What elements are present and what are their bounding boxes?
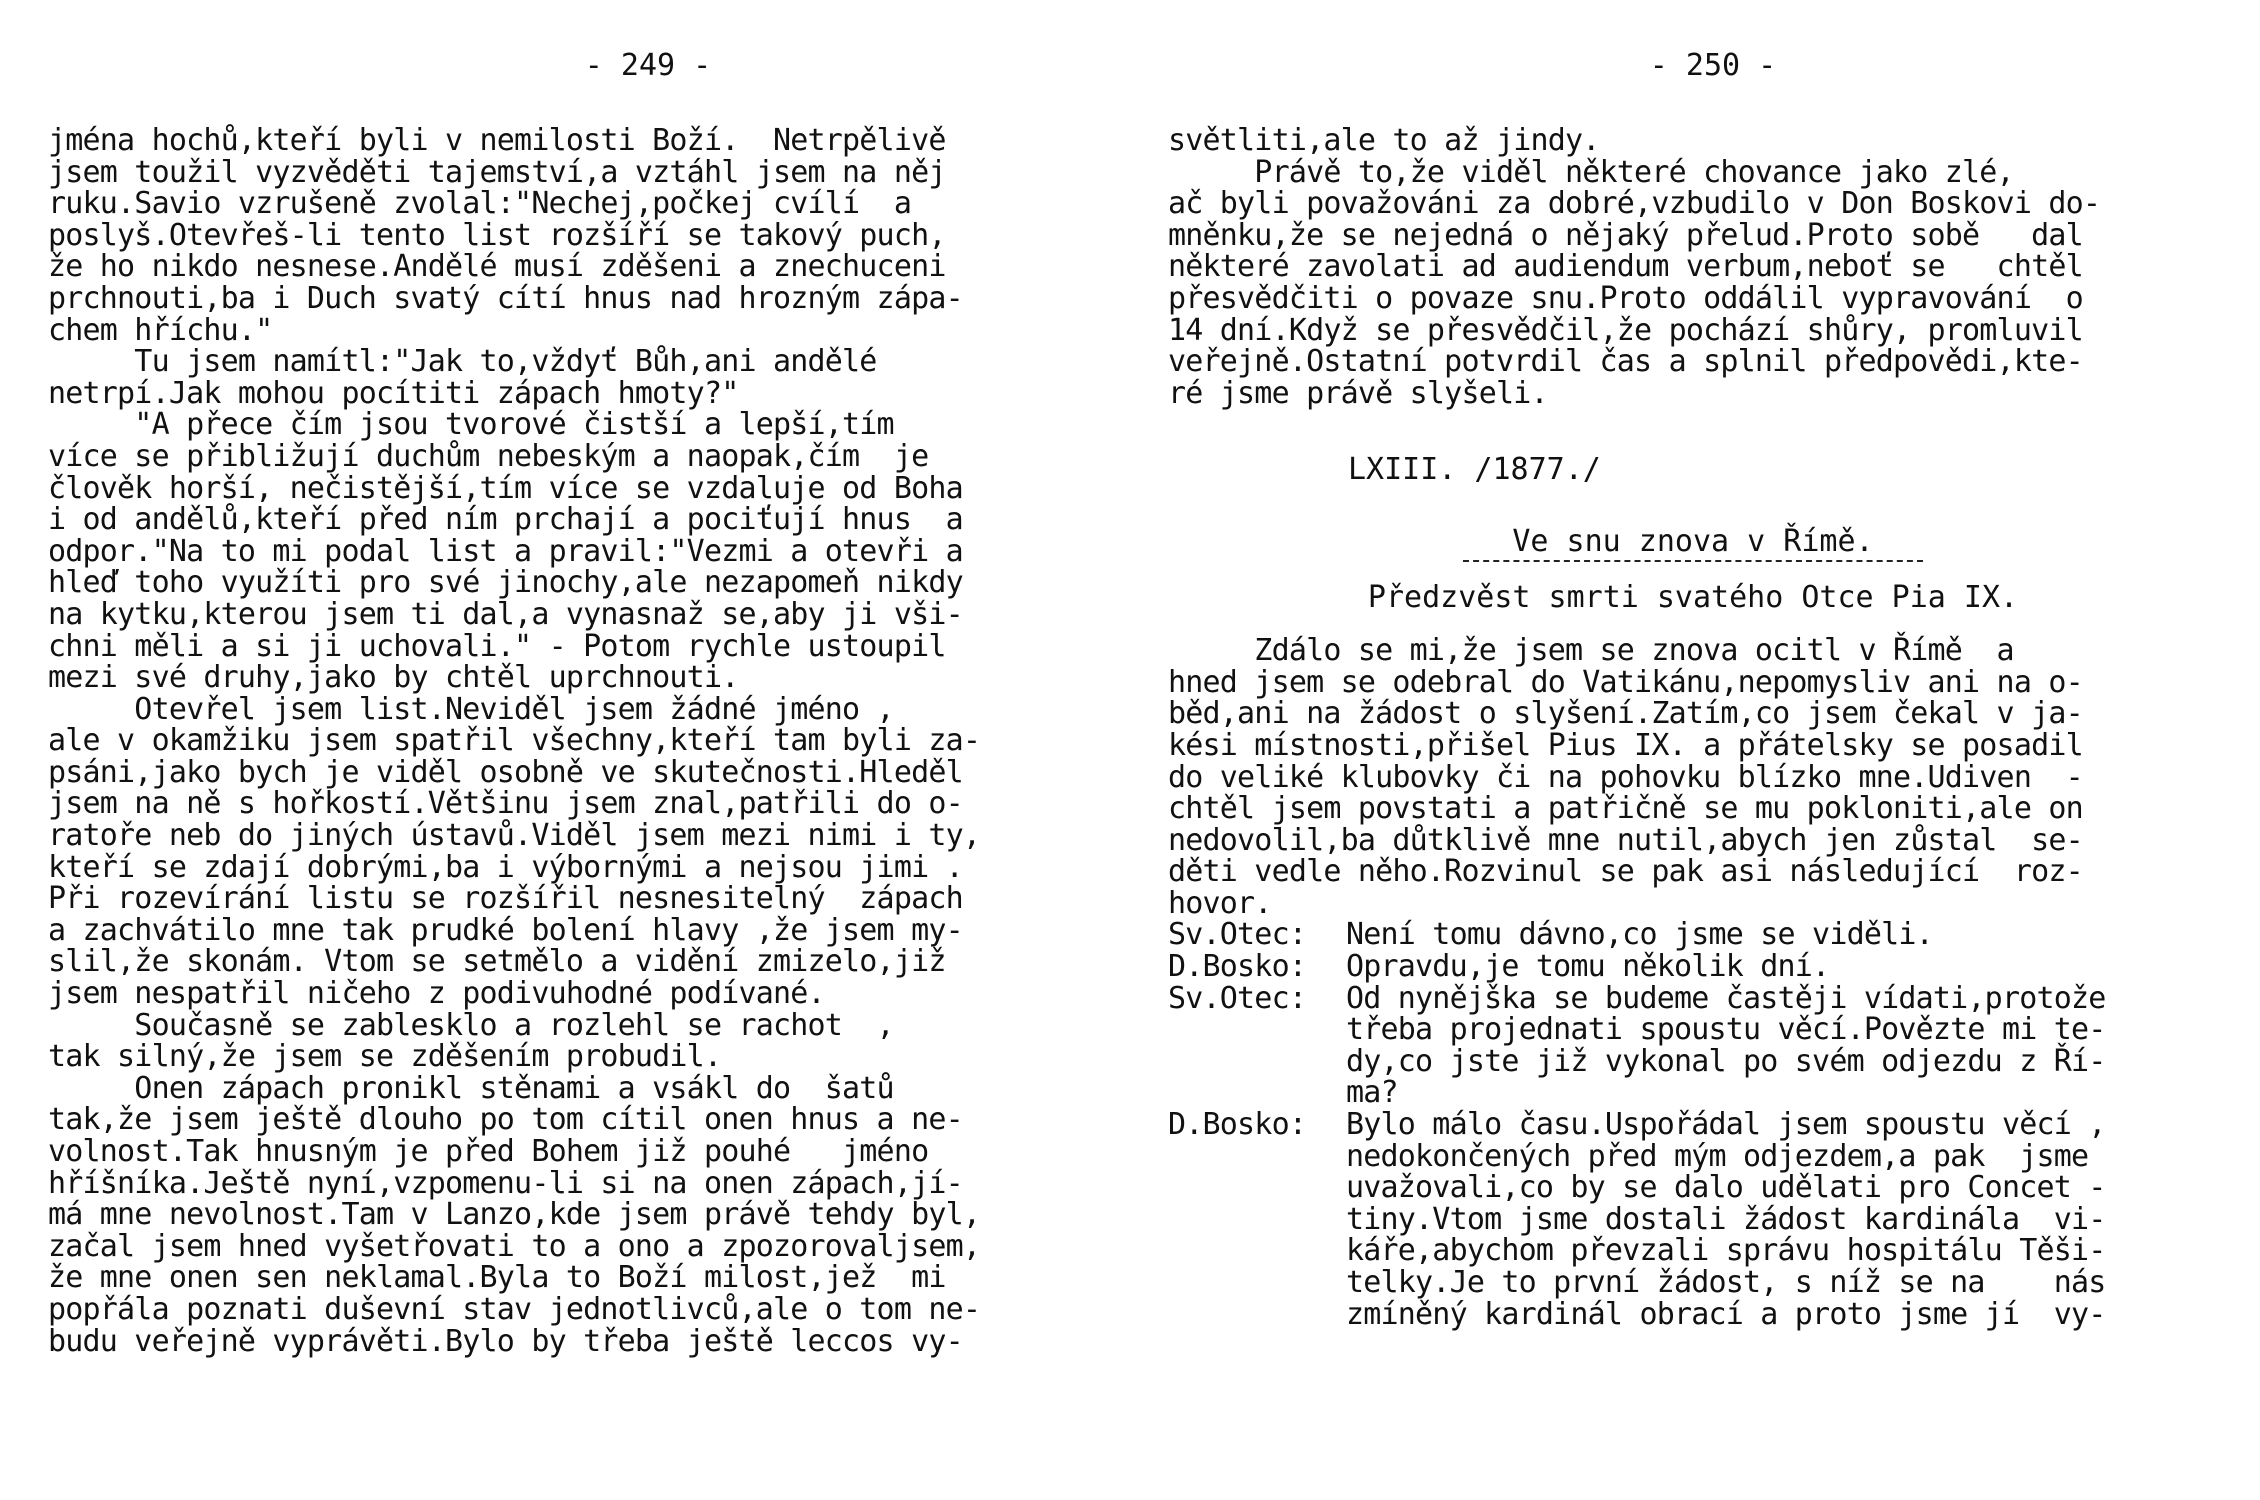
page-body <box>48 125 1088 1357</box>
speaker-label: Sv.Otec: <box>1168 980 1307 1016</box>
text-line: běd,ani na žádost o slyšení.Zatím,co jsem čekal v ja- <box>1168 696 2083 732</box>
page-number: - 250 - <box>1649 48 1777 83</box>
intro-paragraph <box>1168 125 2218 409</box>
text-line: hleď toho využíti pro své jinochy,ale nezapomeň nikdy <box>48 565 963 601</box>
text-line: Opravdu,je tomu několik dní. <box>1346 949 1830 985</box>
text-line: mezi své druhy,jako by chtěl uprchnouti. <box>48 660 739 696</box>
text-line: odpor."Na to mi podal list a pravil:"Vezmi a otevři a <box>48 533 963 569</box>
text-line: hovor. <box>1168 885 1272 921</box>
chapter-title: Ve snu znova v Římě. <box>1512 523 1874 559</box>
text-line: i od andělů,kteří před ním prchají a pociťují hnus a <box>48 502 963 538</box>
text-line: a zachvátilo mne tak prudké bolení hlavy ,že jsem my- <box>48 912 963 948</box>
text-line: Zdálo se mi,že jsem se znova ocitl v Římě a <box>1168 633 2014 669</box>
text-line: do veliké klubovky či na pohovku blízko mne.Udiven - <box>1168 759 2083 795</box>
speaker-label: Sv.Otec: <box>1168 917 1307 953</box>
speech-text <box>1346 1109 2218 1330</box>
text-line: začal jsem hned vyšetřovati to a ono a zpozorovaljsem, <box>48 1228 981 1264</box>
text-line: jsem na ně s hořkostí.Většinu jsem znal,patřili do o- <box>48 786 963 822</box>
text-line: mněnku,že se nejedná o nějaký přelud.Proto sobě dal <box>1168 217 2083 253</box>
text-line: veřejně.Ostatní potvrdil čas a splnil předpovědi,kte- <box>1168 344 2083 380</box>
text-line: děti vedle něho.Rozvinul se pak asi následující roz- <box>1168 854 2083 890</box>
text-line: třeba projednati spoustu věcí.Povězte mi te- <box>1346 1012 2106 1048</box>
text-line: ré jsme právě slyšeli. <box>1168 375 1548 411</box>
text-line: popřála poznati duševní stav jednotlivců,ale o tom ne- <box>48 1291 981 1327</box>
text-line: kési místnosti,přišel Pius IX. a přátelsky se posadil <box>1168 727 2083 763</box>
text-line: ratoře neb do jiných ústavů.Viděl jsem mezi nimi i ty, <box>48 818 981 854</box>
text-line: tak silný,že jsem se zděšením probudil. <box>48 1039 722 1075</box>
text-line: ale v okamžiku jsem spatřil všechny,kteří tam byli za- <box>48 723 981 759</box>
text-line: uvažovali,co by se dalo udělati pro Concet - <box>1346 1170 2106 1206</box>
text-line: "A přece čím jsou tvorové čistší a lepší,tím <box>48 407 894 443</box>
text-line: káře,abychom převzali správu hospitálu Těši- <box>1346 1233 2106 1269</box>
text-line: jsem nespatřil ničeho z podivuhodné podívané. <box>48 976 825 1012</box>
right-page <box>1168 0 2218 1500</box>
text-line: budu veřejně vyprávěti.Bylo by třeba ještě leccos vy- <box>48 1323 963 1359</box>
text-line: psáni,jako bych je viděl osobně ve skutečnosti.Hleděl <box>48 754 963 790</box>
text-line: slil,že skonám. Vtom se setmělo a vidění zmizelo,již <box>48 944 946 980</box>
speech-text <box>1346 919 2218 951</box>
text-line: ruku.Savio vzrušeně zvolal:"Nechej,počkej cvílí a <box>48 186 912 222</box>
text-line: Při rozevírání listu se rozšířil nesnesitelný zápach <box>48 881 963 917</box>
chapter-subtitle: Předzvěst smrti svatého Otce Pia IX. <box>1367 579 2019 615</box>
text-line: Bylo málo času.Uspořádal jsem spoustu věcí , <box>1346 1107 2106 1143</box>
text-line: 14 dní.Když se přesvědčil,že pochází shůry, promluvil <box>1168 312 2083 348</box>
left-page <box>48 0 1088 1500</box>
text-line: má mne nevolnost.Tam v Lanzo,kde jsem právě tehdy byl, <box>48 1197 981 1233</box>
text-line: nedovolil,ba důtklivě mne nutil,abych jen zůstal se- <box>1168 822 2083 858</box>
narrative-paragraph <box>1168 635 2218 919</box>
text-line: hříšníka.Ještě nyní,vzpomenu-li si na onen zápach,jí- <box>48 1165 963 1201</box>
speech-text <box>1346 951 2218 983</box>
text-line: Současně se zablesklo a rozlehl se rachot , <box>48 1007 894 1043</box>
speech-text <box>1346 980 2218 1111</box>
page-body <box>1168 125 2218 1330</box>
text-line: více se přibližují duchům nebeským a naopak,čím je <box>48 438 929 474</box>
text-line: chni měli a si ji uchovali." - Potom rychle ustoupil <box>48 628 946 664</box>
text-line: Onen zápach pronikl stěnami a vsákl do šatů <box>48 1070 894 1106</box>
text-line: Právě to,že viděl některé chovance jako zlé, <box>1168 154 2014 190</box>
text-line: netrpí.Jak mohou pocítiti zápach hmoty?" <box>48 375 739 411</box>
text-line: ač byli považováni za dobré,vzbudilo v Don Boskovi do- <box>1168 186 2101 222</box>
text-line: jména hochů,kteří byli v nemilosti Boží. Netrpělivě <box>48 123 946 158</box>
text-line: tiny.Vtom jsme dostali žádost kardinála vi- <box>1346 1201 2106 1237</box>
speaker-label: D.Bosko: <box>1168 1107 1307 1143</box>
text-line: hned jsem se odebral do Vatikánu,nepomysliv ani na o- <box>1168 664 2083 700</box>
text-line: volnost.Tak hnusným je před Bohem již pouhé jméno <box>48 1134 929 1169</box>
text-line: že mne onen sen neklamal.Byla to Boží milost,jež mi <box>48 1260 946 1296</box>
text-line: některé zavolati ad audiendum verbum,neboť se chtěl <box>1168 249 2083 285</box>
text-line: chem hříchu." <box>48 312 273 348</box>
chapter-number: LXIII. /1877./ <box>1348 452 1601 488</box>
text-line: přesvědčiti o povaze snu.Proto oddálil vypravování o <box>1168 280 2083 316</box>
text-line: zmíněný kardinál obrací a proto jsme jí vy- <box>1346 1296 2106 1332</box>
text-line: světliti,ale to až jindy. <box>1168 123 1600 158</box>
text-line: že ho nikdo nesnese.Andělé musí zděšeni a znechuceni <box>48 249 946 285</box>
text-line: tak,že jsem ještě dlouho po tom cítil onen hnus a ne- <box>48 1102 963 1138</box>
text-line: Tu jsem namítl:"Jak to,vždyť Bůh,ani andělé <box>48 344 877 380</box>
text-line: člověk horší, nečistější,tím více se vzdaluje od Boha <box>48 470 963 506</box>
text-line: Otevřel jsem list.Neviděl jsem žádné jméno , <box>48 691 894 727</box>
text-line: kteří se zdají dobrými,ba i výbornými a nejsou jimi . <box>48 849 963 885</box>
text-line: ma? <box>1346 1075 1398 1111</box>
text-line: chtěl jsem povstati a patřičně se mu pokloniti,ale on <box>1168 791 2083 827</box>
text-line: nedokončených před mým odjezdem,a pak jsme <box>1346 1138 2089 1174</box>
text-line: Od nynějška se budeme častěji vídati,protože <box>1346 980 2106 1016</box>
text-line: Není tomu dávno,co jsme se viděli. <box>1346 917 1933 953</box>
speaker-label: D.Bosko: <box>1168 949 1307 985</box>
text-line: telky.Je to první žádost, s níž se na nás <box>1346 1265 2106 1300</box>
text-line: dy,co jste již vykonal po svém odjezdu z Ří- <box>1346 1043 2106 1079</box>
text-line: jsem toužil vyzvěděti tajemství,a vztáhl jsem na něj <box>48 154 946 190</box>
dialogue-entry <box>1168 1109 2218 1330</box>
dialogue-entry <box>1168 980 2218 1111</box>
dialogue-entry <box>1168 951 2218 983</box>
dialogue <box>1168 919 2218 1330</box>
page-number: - 249 - <box>584 48 712 83</box>
text-line: prchnouti,ba i Duch svatý cítí hnus nad hrozným zápa- <box>48 280 963 316</box>
text-line: na kytku,kterou jsem ti dal,a vynasnaž se,aby ji vši- <box>48 596 963 632</box>
text-line: poslyš.Otevřeš-li tento list rozšíří se takový puch, <box>48 217 946 253</box>
dialogue-entry <box>1168 919 2218 951</box>
